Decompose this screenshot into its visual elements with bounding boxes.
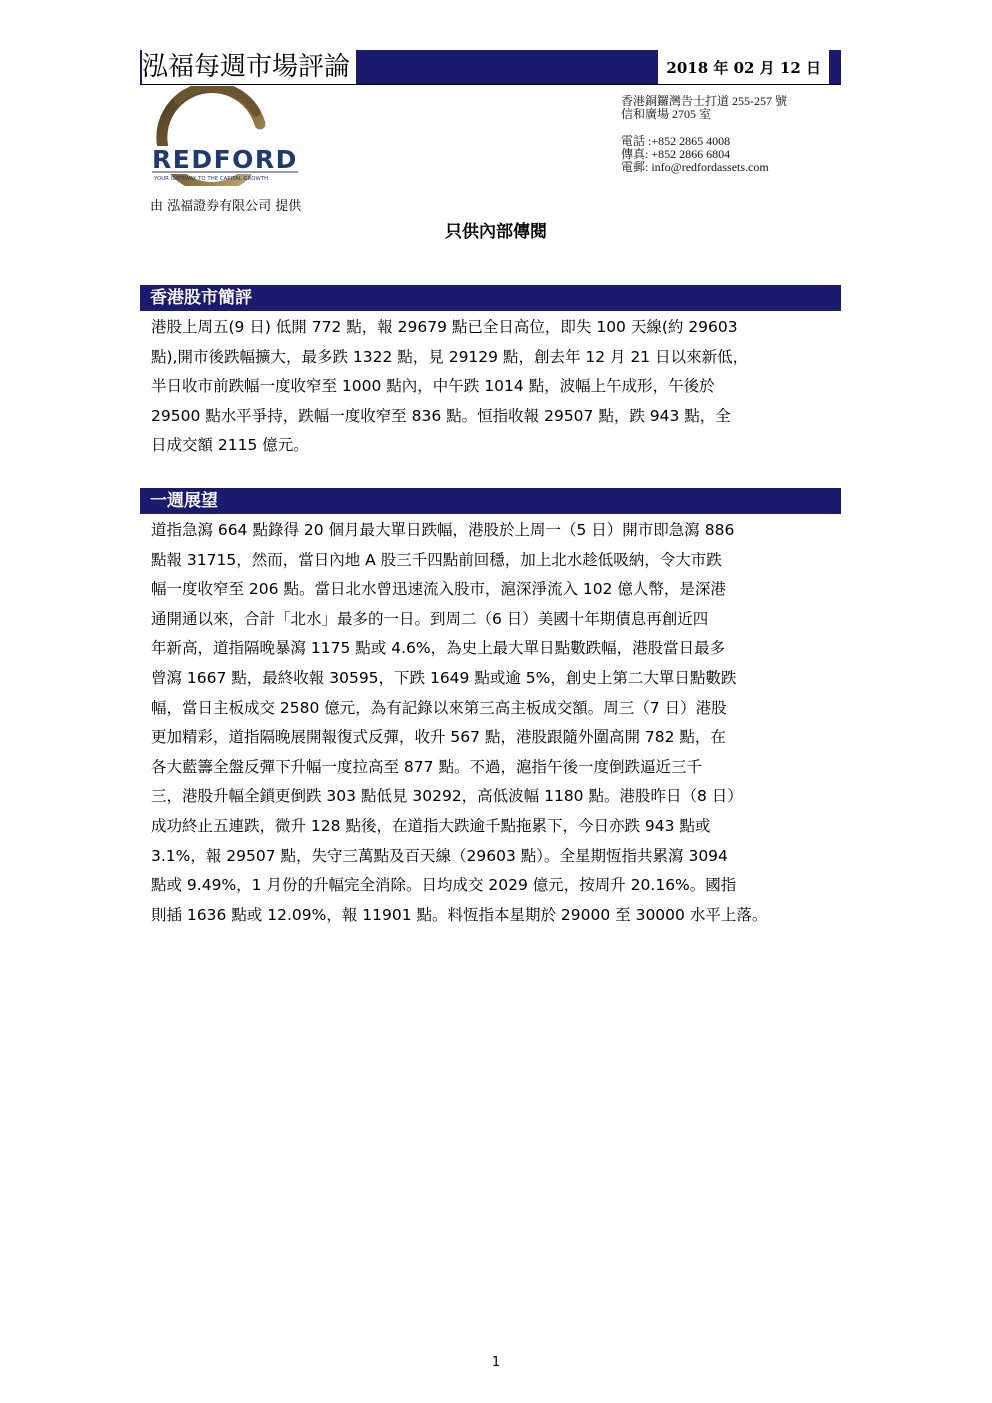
logo-ring-icon [148, 86, 308, 186]
address-line-2: 信和廣場 2705 室 [621, 107, 712, 121]
paragraph-line: 幅，當日主板成交 2580 億元，為有記錄以來第三高主板成交額。周三（7 日）港股 [151, 698, 727, 717]
paragraph-line: 通開通以來，合計「北水」最多的一日。到周二（6 日）美國十年期債息再創近四 [151, 609, 709, 628]
section-heading-weekly-outlook [140, 488, 841, 514]
section-body-weekly-outlook [151, 516, 841, 930]
paragraph-line: 成功終止五連跌，微升 128 點後，在道指大跌逾千點拖累下，今日亦跌 943 點或 [151, 816, 711, 835]
paragraph-line: 點或 9.49%，1 月份的升幅完全消除。日均成交 2029 億元，按周升 20.16%。國指 [151, 876, 737, 895]
paragraph-line: 則插 1636 點或 12.09%，報 11901 點。料恆指本星期於 29000 至 30000 水平上落。 [151, 905, 768, 924]
paragraph-line: 各大藍籌全盤反彈下升幅一度拉高至 877 點。不過，滬指午後一度倒跌逼近三千 [151, 757, 702, 776]
section-heading-hk-market [140, 285, 841, 311]
paragraph-line: 更加精彩，道指隔晚展開報復式反彈，收升 567 點，港股跟隨外圍高開 782 點，在 [151, 728, 726, 747]
paragraph-line: 曾瀉 1667 點，最終收報 30595，下跌 1649 點或逾 5%，創史上第二大單日點數跌 [151, 668, 737, 687]
paragraph-line: 三，港股升幅全鎖更倒跌 303 點低見 30292，高低波幅 1180 點。港股昨日（8 日） [151, 787, 743, 806]
paragraph-line: 半日收市前跌幅一度收窄至 1000 點內，中午跌 1014 點，波幅上午成形，午後於 [151, 377, 715, 396]
address-block [621, 95, 787, 174]
logo-tagline: YOUR GATEWAY TO THE CAPITAL GROWTH [154, 176, 269, 182]
paragraph-line: 港股上周五(9 日) 低開 772 點，報 29679 點已全日高位，即失 100 天線(約 29603 [151, 318, 738, 336]
paragraph-line: 3.1%，報 29507 點，失守三萬點及百天線（29603 點）。全星期恆指共累瀉 3094 [151, 846, 728, 865]
provided-by: 由 泓福證券有限公司 提供 [150, 199, 302, 214]
paragraph-line: 道指急瀉 664 點錄得 20 個月最大單日跌幅，港股於上周一（5 日）開市即急瀉 886 [151, 521, 735, 539]
redford-logo [148, 86, 308, 186]
email-address: 電郵: info@redfordassets.com [621, 160, 769, 174]
report-date: 2018 年 02 月 12 日 [658, 50, 829, 84]
report-title: 泓福每週市場評論 [142, 50, 356, 84]
section-body-hk-market [151, 313, 841, 461]
paragraph-line: 29500 點水平爭持，跌幅一度收窄至 836 點。恒指收報 29507 點，跌 943 點，全 [151, 406, 731, 425]
page-number: 1 [491, 1355, 501, 1370]
section-heading-text: 一週展望 [150, 491, 218, 511]
internal-notice: 只供內部傳閱 [445, 222, 547, 242]
paragraph-line: 點報 31715，然而，當日內地 A 股三千四點前回穩，加上北水趁低吸納，令大市跌 [151, 550, 722, 569]
section-heading-text: 香港股市簡評 [150, 288, 252, 308]
paragraph-line: 點),開市後跌幅擴大，最多跌 1322 點，見 29129 點，創去年 12 月 21 日以來新低， [151, 347, 749, 366]
logo-brand-text: REDFORD [152, 145, 298, 174]
paragraph-line: 幅一度收窄至 206 點。當日北水曾迅速流入股市，滬深淨流入 102 億人幣，是深港 [151, 580, 726, 599]
paragraph-line: 日成交額 2115 億元。 [151, 436, 309, 455]
fax-number: 傳真: +852 2866 6804 [621, 147, 731, 161]
phone-number: 電話 :+852 2865 4008 [621, 134, 731, 148]
address-line-1: 香港銅鑼灣告士打道 255-257 號 [621, 94, 787, 108]
header-bar [140, 50, 841, 85]
paragraph-line: 年新高，道指隔晚暴瀉 1175 點或 4.6%，為史上最大單日點數跌幅，港股當日最多 [151, 639, 726, 658]
